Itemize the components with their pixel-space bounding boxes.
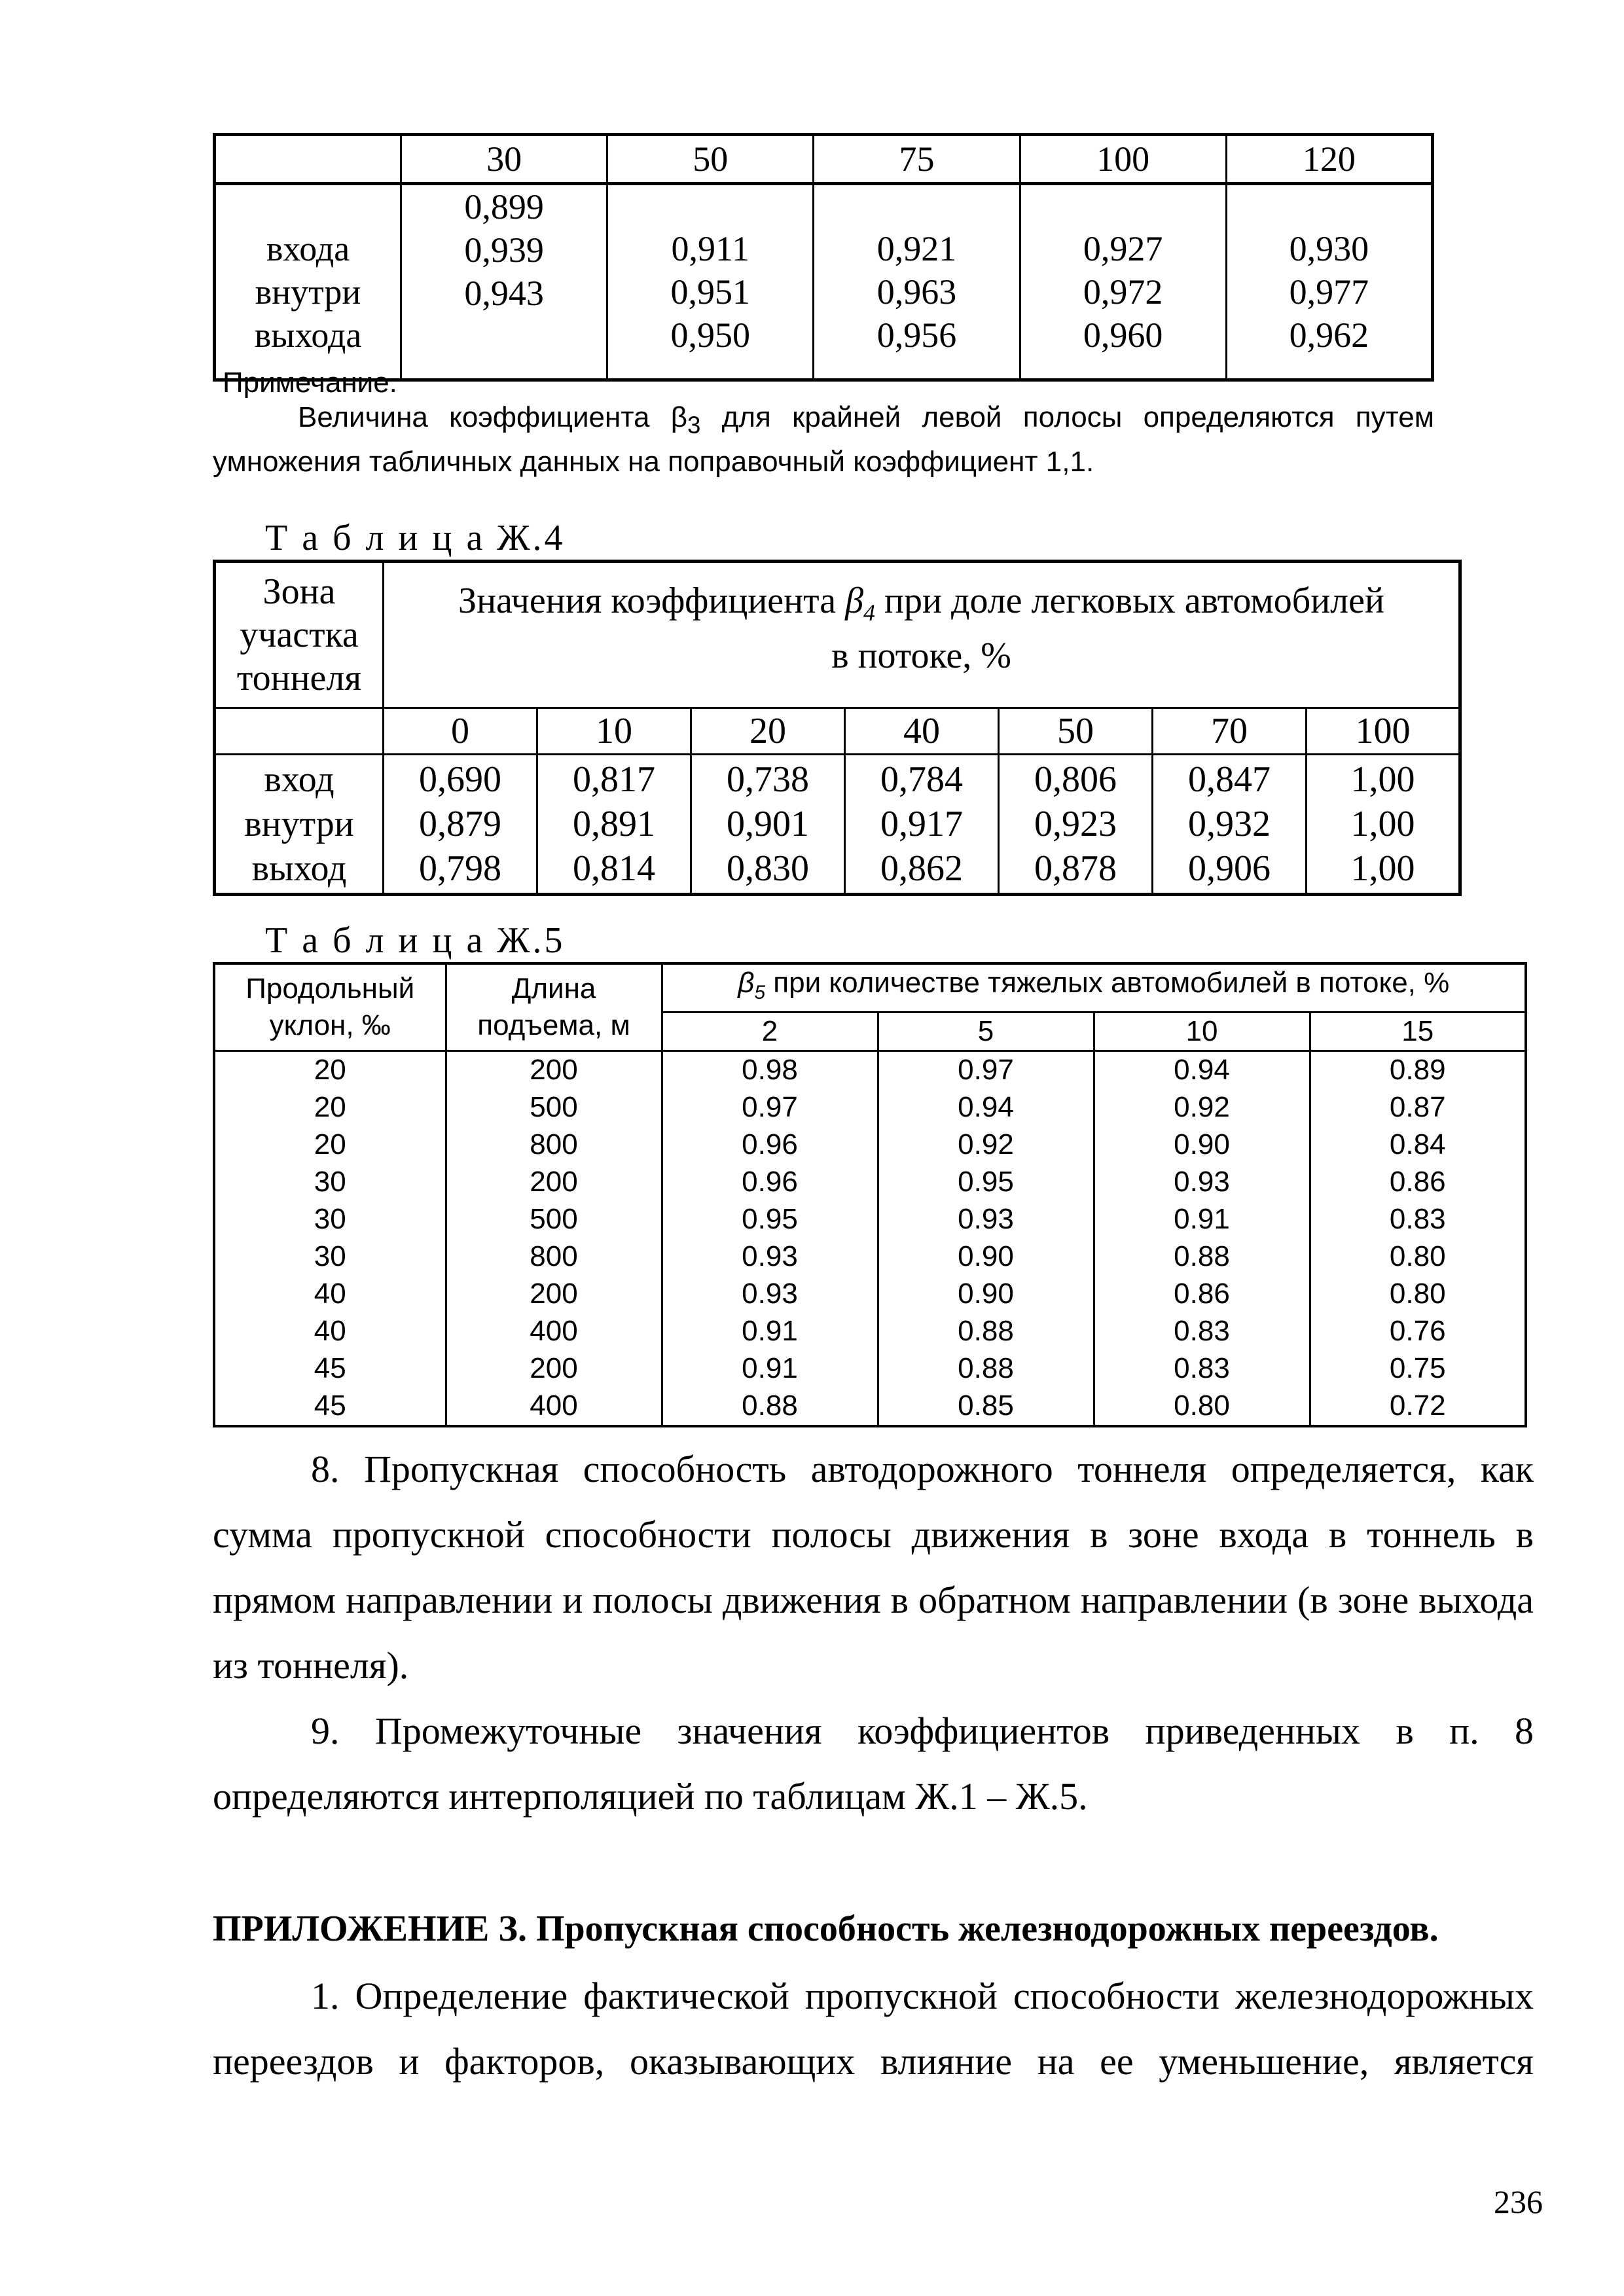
beta5-cell: 0.88	[1094, 1238, 1310, 1276]
table-row	[214, 1126, 1526, 1164]
value-cell	[814, 184, 1020, 380]
zone-cell	[215, 184, 401, 380]
note-text-before: Величина коэффициента β	[298, 401, 688, 433]
zone-label: выхода	[254, 315, 362, 355]
value: 0,806	[1034, 759, 1117, 800]
beta5-cell: 0.76	[1310, 1313, 1526, 1350]
table-zh4	[213, 560, 1462, 896]
value: 0,950	[670, 315, 751, 355]
beta5-cell: 0.97	[662, 1089, 878, 1126]
length-cell: 400	[446, 1388, 662, 1426]
value-header-line1	[384, 579, 1458, 634]
value: 0,830	[727, 848, 809, 889]
beta5-cell: 0.96	[662, 1164, 878, 1201]
share-cell: 20	[691, 708, 845, 755]
value: 0,963	[876, 272, 957, 312]
value: 0,962	[1289, 315, 1369, 355]
beta5-cell: 0.95	[878, 1164, 1094, 1201]
value-cell	[691, 755, 845, 895]
table-row	[214, 1164, 1526, 1201]
share-cell: 0	[384, 708, 537, 755]
beta5-cell: 0.93	[662, 1238, 878, 1276]
value: 1,00	[1350, 848, 1415, 889]
appendix-paragraph-1: 1. Определение фактической пропускной способности железнодорожных переездов и факторов, оказывающих влияние на ее уменьшение, является	[213, 1975, 1534, 2083]
beta-subscript: 5	[754, 981, 766, 1003]
value: 0,932	[1188, 804, 1271, 844]
slope-header-line: уклон, ‰	[269, 1009, 391, 1041]
value-header-line2: в потоке, %	[831, 636, 1011, 677]
length-cell: 200	[446, 1050, 662, 1089]
paragraph-9: 9. Промежуточные значения коэффициентов приведенных в п. 8 определяются интерполяцией по таблицам Ж.1 – Ж.5.	[213, 1710, 1534, 1818]
beta5-cell: 0.92	[1094, 1089, 1310, 1126]
value-cell	[1307, 755, 1460, 895]
zone-header-line: тоннеля	[236, 658, 362, 698]
beta5-cell: 0.87	[1310, 1089, 1526, 1126]
table-row	[214, 1089, 1526, 1126]
table-row	[215, 755, 1460, 895]
beta5-cell: 0.83	[1094, 1350, 1310, 1388]
header-cell: 100	[1020, 135, 1226, 184]
share-cell: 100	[1307, 708, 1460, 755]
value: 0,901	[727, 804, 809, 844]
value: 0,927	[1083, 228, 1163, 268]
beta-subscript: 3	[687, 411, 701, 439]
value: 0,911	[671, 228, 750, 268]
empty-cell	[215, 708, 384, 755]
value: 0,817	[573, 759, 655, 800]
table-row	[214, 1238, 1526, 1276]
value: 0,738	[727, 759, 809, 800]
beta5-cell: 0.93	[1094, 1164, 1310, 1201]
table-row	[214, 1388, 1526, 1426]
beta5-cell: 0.88	[662, 1388, 878, 1426]
table5-body	[214, 1050, 1526, 1426]
note-text-after: для крайней левой полосы определяются путем умножения табличных данных на поправочный коэффициент 1,1.	[213, 401, 1435, 478]
share-cell: 50	[999, 708, 1153, 755]
slope-cell: 45	[214, 1350, 446, 1388]
header-cell: 30	[401, 135, 607, 184]
beta5-cell: 0.84	[1310, 1126, 1526, 1164]
value: 0,690	[419, 759, 501, 800]
zone-label: входа	[266, 228, 350, 268]
zone-label: внутри	[244, 804, 354, 844]
value: 0,930	[1289, 228, 1369, 268]
zone-header-line: участка	[240, 615, 359, 655]
table-row	[214, 1350, 1526, 1388]
slope-cell: 45	[214, 1388, 446, 1426]
slope-cell: 40	[214, 1313, 446, 1350]
value: 0,951	[670, 272, 751, 312]
length-header-line: подъема, м	[477, 1009, 630, 1041]
header-cell: 120	[1226, 135, 1432, 184]
value: 0,814	[573, 848, 655, 889]
value: 0,899	[464, 187, 544, 226]
value: 0,977	[1289, 272, 1369, 312]
beta5-cell: 0.80	[1094, 1388, 1310, 1426]
zone-label: внутри	[255, 272, 361, 312]
header-cell: 75	[814, 135, 1020, 184]
group-header-text: при количестве тяжелых автомобилей в потоке, %	[765, 967, 1450, 999]
heavy-share-cell: 2	[662, 1012, 878, 1050]
table-row	[214, 1313, 1526, 1350]
beta5-cell: 0.93	[878, 1201, 1094, 1238]
value: 0,921	[876, 228, 957, 268]
slope-cell: 30	[214, 1164, 446, 1201]
beta5-cell: 0.83	[1310, 1201, 1526, 1238]
value-cell	[999, 755, 1153, 895]
share-header-row	[215, 708, 1460, 755]
beta5-cell: 0.97	[878, 1050, 1094, 1089]
beta5-cell: 0.95	[662, 1201, 878, 1238]
table-header-row	[215, 135, 1433, 184]
beta5-cell: 0.75	[1310, 1350, 1526, 1388]
value: 0,943	[464, 274, 544, 313]
value-cell	[1153, 755, 1307, 895]
table-row	[214, 1276, 1526, 1313]
beta5-cell: 0.94	[1094, 1050, 1310, 1089]
beta5-cell: 0.80	[1310, 1238, 1526, 1276]
beta5-cell: 0.80	[1310, 1276, 1526, 1313]
beta5-cell: 0.96	[662, 1126, 878, 1164]
beta5-cell: 0.88	[878, 1350, 1094, 1388]
beta5-cell: 0.86	[1094, 1276, 1310, 1313]
value-cell	[384, 755, 537, 895]
value-cell	[537, 755, 691, 895]
beta5-cell: 0.93	[662, 1276, 878, 1313]
length-cell: 500	[446, 1089, 662, 1126]
beta5-cell: 0.88	[878, 1313, 1094, 1350]
heavy-share-cell: 15	[1310, 1012, 1526, 1050]
slope-cell: 20	[214, 1089, 446, 1126]
value: 0,923	[1034, 804, 1117, 844]
value-header-cell	[384, 562, 1460, 708]
beta5-cell: 0.90	[878, 1238, 1094, 1276]
length-cell: 500	[446, 1201, 662, 1238]
table-zh5	[213, 962, 1527, 1427]
heavy-share-cell: 5	[878, 1012, 1094, 1050]
page-number: 236	[1494, 2183, 1543, 2220]
zone-cell	[215, 755, 384, 895]
beta-symbol: β	[738, 967, 755, 999]
zone-label: выход	[251, 848, 347, 889]
zone-label: вход	[264, 759, 334, 800]
table-header-row	[214, 963, 1526, 1012]
length-cell: 400	[446, 1313, 662, 1350]
value-header-before: Значения коэффициента	[458, 580, 846, 621]
value: 0,917	[880, 804, 963, 844]
zone-header-line: Зона	[262, 571, 336, 612]
table4-caption: Т а б л и ц а Ж.4	[265, 518, 566, 558]
value: 0,891	[573, 804, 655, 844]
beta5-cell: 0.85	[878, 1388, 1094, 1426]
value: 0,862	[880, 848, 963, 889]
value: 0,879	[419, 804, 501, 844]
beta-symbol: β	[845, 580, 864, 621]
length-header	[446, 963, 662, 1050]
slope-cell: 30	[214, 1201, 446, 1238]
value: 1,00	[1350, 804, 1415, 844]
value-cell	[1226, 184, 1432, 380]
share-cell: 10	[537, 708, 691, 755]
share-cell: 70	[1153, 708, 1307, 755]
length-header-line: Длина	[511, 972, 596, 1005]
beta5-cell: 0.98	[662, 1050, 878, 1089]
beta5-cell: 0.91	[662, 1313, 878, 1350]
value: 0,906	[1188, 848, 1271, 889]
value: 1,00	[1350, 759, 1415, 800]
value: 0,960	[1083, 315, 1163, 355]
slope-cell: 30	[214, 1238, 446, 1276]
slope-cell: 20	[214, 1050, 446, 1089]
length-cell: 800	[446, 1238, 662, 1276]
beta5-cell: 0.90	[1094, 1126, 1310, 1164]
beta-subscript: 4	[863, 600, 876, 626]
coefficient-table-continued	[213, 133, 1434, 382]
value: 0,878	[1034, 848, 1117, 889]
length-cell: 800	[446, 1126, 662, 1164]
value-cell	[401, 184, 607, 380]
value-cell	[1020, 184, 1226, 380]
beta5-cell: 0.86	[1310, 1164, 1526, 1201]
table-row	[215, 184, 1433, 380]
length-cell: 200	[446, 1276, 662, 1313]
length-cell: 200	[446, 1164, 662, 1201]
zone-header-cell	[215, 562, 384, 708]
value: 0,798	[419, 848, 501, 889]
beta5-cell: 0.94	[878, 1089, 1094, 1126]
table-header-row	[215, 562, 1460, 708]
note-text	[213, 399, 1434, 480]
share-cell: 40	[845, 708, 999, 755]
value: 0,956	[876, 315, 957, 355]
slope-header	[214, 963, 446, 1050]
beta5-cell: 0.72	[1310, 1388, 1526, 1426]
value-cell	[607, 184, 814, 380]
slope-cell: 40	[214, 1276, 446, 1313]
beta5-cell: 0.90	[878, 1276, 1094, 1313]
value: 0,972	[1083, 272, 1163, 312]
slope-cell: 20	[214, 1126, 446, 1164]
beta5-cell: 0.83	[1094, 1313, 1310, 1350]
beta5-cell: 0.89	[1310, 1050, 1526, 1089]
table5-caption: Т а б л и ц а Ж.5	[265, 920, 566, 961]
beta5-group-header	[662, 963, 1526, 1012]
paragraph-8: 8. Пропускная способность автодорожного тоннеля определяется, как сумма пропускной способности полосы движения в зоне входа в тоннель в прямом направлении и полосы движения в обратном направлении (в зоне выхода из тоннеля).	[213, 1448, 1534, 1687]
length-cell: 200	[446, 1350, 662, 1388]
value: 0,939	[464, 230, 544, 270]
note-title: Примечание.	[223, 367, 397, 399]
header-cell: 50	[607, 135, 814, 184]
header-cell	[215, 135, 401, 184]
value: 0,784	[880, 759, 963, 800]
slope-header-line: Продольный	[245, 972, 415, 1005]
value-header-after: при доле легковых автомобилей	[875, 580, 1384, 621]
value: 0,847	[1188, 759, 1271, 800]
table-row	[214, 1050, 1526, 1089]
heavy-share-cell: 10	[1094, 1012, 1310, 1050]
beta5-cell: 0.92	[878, 1126, 1094, 1164]
value-cell	[845, 755, 999, 895]
table-row	[214, 1201, 1526, 1238]
beta5-cell: 0.91	[1094, 1201, 1310, 1238]
beta5-cell: 0.91	[662, 1350, 878, 1388]
appendix-heading: ПРИЛОЖЕНИЕ З. Пропускная способность железнодорожных переездов.	[213, 1909, 1439, 1949]
